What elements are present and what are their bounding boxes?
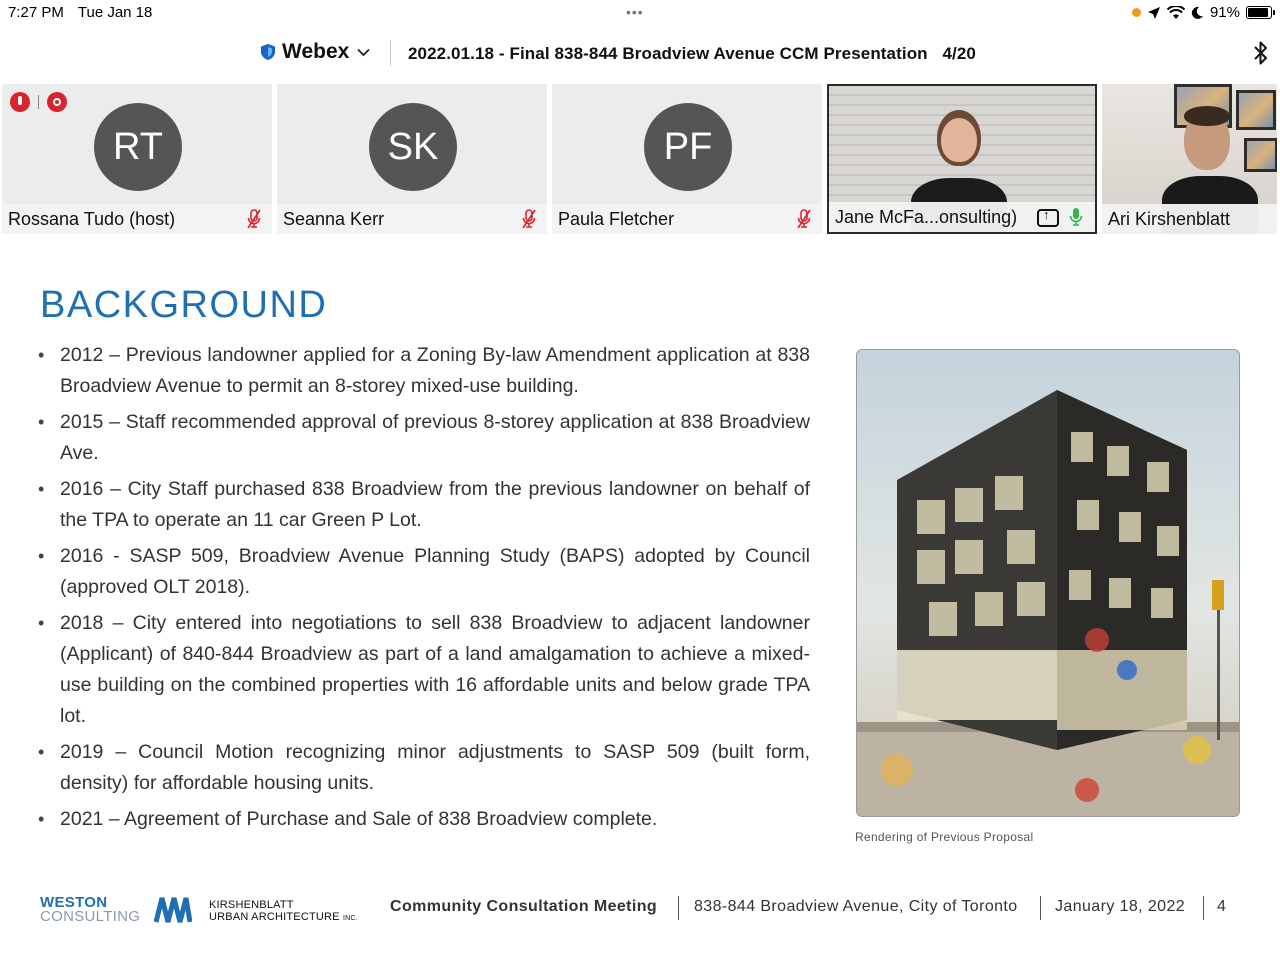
footer-address: 838-844 Broadview Avenue, City of Toronto <box>694 898 1018 915</box>
list-item: • 2016 - SASP 509, Broadview Avenue Planning Study (BAPS) adopted by Council (approved OLT 2018). <box>38 541 810 603</box>
participant-tile-rossana[interactable] <box>2 84 272 234</box>
participant-tile-jane[interactable] <box>827 84 1097 234</box>
multitasking-dots[interactable]: ••• <box>626 4 644 20</box>
participants-strip <box>2 84 1280 234</box>
bluetooth-icon[interactable] <box>1252 40 1270 66</box>
avatar: SK <box>369 103 457 191</box>
list-item: • 2018 – City entered into negotiations to sell 838 Broadview to adjacent landowner (Applicant) of 840-844 Broadview as part of a land amalgamation to achieve a mixed-use building on the combined properties with 16 affordable units and below grade TPA lot. <box>38 608 810 732</box>
mic-active-icon <box>1069 206 1083 228</box>
list-item: • 2021 – Agreement of Purchase and Sale of 838 Broadview complete. <box>38 804 810 835</box>
webex-menu[interactable] <box>260 40 370 64</box>
shared-file-title: 2022.01.18 - Final 838-844 Broadview Avenue CCM Presentation <box>408 44 928 63</box>
mic-muted-icon <box>796 208 812 230</box>
orange-dot <box>1132 8 1141 17</box>
participant-name: Jane McFa...onsulting) <box>829 202 1095 232</box>
screen-share-icon <box>1037 209 1059 227</box>
status-time: 7:27 PM <box>8 4 64 21</box>
footer-date: January 18, 2022 <box>1055 898 1186 915</box>
participant-name: Ari Kirshenblatt <box>1102 204 1277 234</box>
battery-percent: 91% <box>1209 4 1240 21</box>
list-item: • 2012 – Previous landowner applied for a Zoning By-law Amendment application at 838 Broadview Avenue to permit an 8-storey mixed-use building. <box>38 340 810 402</box>
meeting-header <box>0 34 1280 74</box>
building-rendering-image <box>856 349 1240 817</box>
image-caption: Rendering of Previous Proposal <box>855 830 1034 844</box>
avatar: PF <box>644 103 732 191</box>
page-count: 4/20 <box>942 44 976 63</box>
host-controls <box>10 92 67 112</box>
header-divider <box>390 40 391 66</box>
list-item: • 2019 – Council Motion recognizing minor adjustments to SASP 509 (built form, density) for affordable housing units. <box>38 737 810 799</box>
avatar: RT <box>94 103 182 191</box>
participant-tile-paula[interactable] <box>552 84 822 234</box>
status-date: Tue Jan 18 <box>77 4 153 21</box>
list-item: • 2015 – Staff recommended approval of previous 8-storey application at 838 Broadview Ave. <box>38 407 810 469</box>
slide-title: BACKGROUND <box>40 284 328 326</box>
weston-consulting-logo: WESTON CONSULTING <box>40 894 141 925</box>
meeting-title <box>408 44 976 64</box>
slide-footer <box>0 890 1280 930</box>
muted-mic-badge-icon[interactable] <box>10 92 30 112</box>
shared-slide <box>0 240 1280 960</box>
shield-icon <box>260 43 276 61</box>
participant-name: Rossana Tudo (host) <box>2 204 272 234</box>
host-controls-divider <box>38 95 39 109</box>
mic-muted-icon <box>521 208 537 230</box>
building-illustration <box>857 350 1240 817</box>
webex-title: Webex <box>282 40 350 63</box>
footer-meeting: Community Consultation Meeting <box>390 898 658 915</box>
footer-page-number: 4 <box>1217 898 1227 915</box>
moon-icon <box>1191 6 1204 20</box>
ios-status-bar <box>0 0 1280 28</box>
wifi-icon <box>1167 6 1185 20</box>
recording-icon[interactable] <box>47 92 67 112</box>
location-arrow-icon <box>1147 6 1161 20</box>
footer-divider <box>1040 896 1041 920</box>
battery-icon <box>1246 6 1272 19</box>
participant-tile-seanna[interactable] <box>277 84 547 234</box>
chevron-down-icon <box>357 48 370 57</box>
participant-name: Paula Fletcher <box>552 204 822 234</box>
list-item: • 2016 – City Staff purchased 838 Broadview from the previous landowner on behalf of the TPA to operate an 11 car Green P Lot. <box>38 474 810 536</box>
footer-divider <box>1203 896 1204 920</box>
participant-tile-ari[interactable] <box>1102 84 1277 234</box>
bullet-list <box>38 340 810 840</box>
participant-name: Seanna Kerr <box>277 204 547 234</box>
mic-muted-icon <box>246 208 262 230</box>
footer-divider <box>678 896 679 920</box>
kirshenblatt-logo-mark <box>154 892 192 924</box>
kirshenblatt-logo-text: KIRSHENBLATT URBAN ARCHITECTURE INC. <box>209 899 358 923</box>
